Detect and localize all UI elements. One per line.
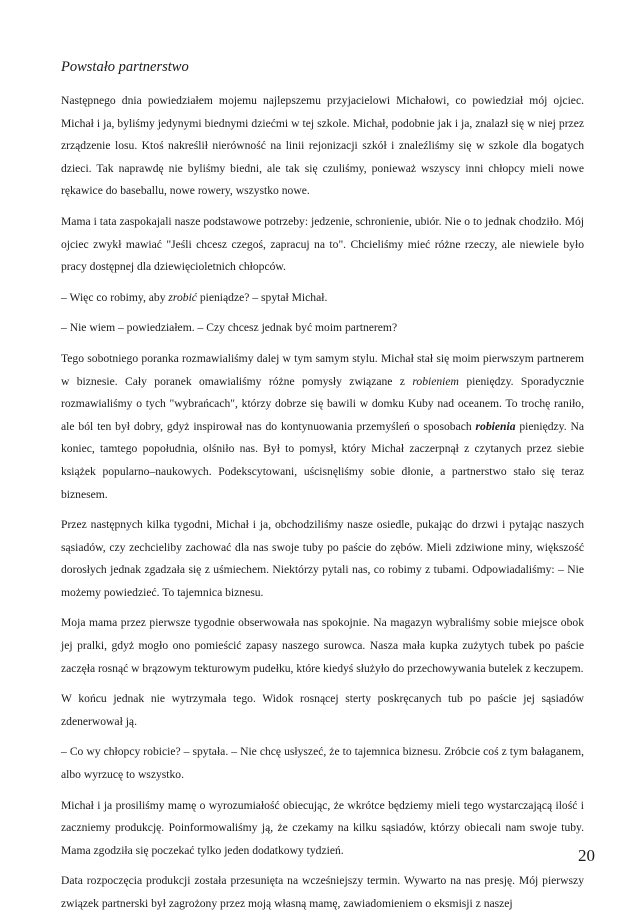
text-run: pieniędzy. Sporadycznie rozmawialiśmy o tych "wybrańcach", którzy dobrze się bawili w domku Kuby nad oceanem. To trochę raniło, ale ból ten był dobry, gdyż inspirował nas do kontynuowania przemyśleń o sposobach (61, 374, 585, 433)
paragraph-4-dialogue: – Nie wiem – powiedziałem. – Czy chcesz jednak być moim partnerem? (61, 321, 398, 335)
paragraph-2: Mama i tata zaspokajali nasze podstawowe potrzeby: jedzenie, schronienie, ubiór. Nie o to jednak chodziło. Mój ojciec zwykł mawiać "Jeśli chcesz czegoś, zapracuj na to". Chcieliśmy mieć różne rzeczy, ale niewiele było pracy dostępnej dla dziewięcioletnich chłopców. (61, 214, 584, 274)
page-number: 20 (578, 846, 595, 865)
paragraph-6: Przez następnych kilka tygodni, Michał i ja, obchodziliśmy nasze osiedle, pukając do drzwi i pytając naszych sąsiadów, czy zechcieliby zachować dla nas swoje tuby po paście do zębów. Mieli zdziwione miny, większość dorosłych jednak zgadzała się z uśmiechem. Niektórzy pytali nas, co robimy z tubami. Odpowiadaliśmy: – Nie możemy powiedzieć. To tajemnica biznesu. (61, 518, 584, 599)
text-run: Tego sobotniego poranka rozmawialiśmy dalej w tym samym stylu. Michał stał się moim pierwszym partnerem w biznesie. Cały poranek omawialiśmy różne pomysły związane z (61, 351, 584, 388)
paragraph-1: Następnego dnia powiedziałem mojemu najlepszemu przyjacielowi Michałowi, co powiedział mój ojciec. Michał i ja, byliśmy jedynymi biednymi dziećmi w tej szkole. Michał, podobnie jak i ja, znalazł się w niej przez zrządzenie losu. Ktoś nakreślił nierówność na linii rejonizacji szkół i znaleźliśmy się w szkole dla bogatych dzieci. Tak naprawdę nie byliśmy biedni, ale tak się czuliśmy, ponieważ wszyscy inni chłopcy mieli nowe rękawice do baseballu, nowe rowery, wszystko nowe. (61, 94, 584, 198)
text-run: – Więc co robimy, aby (61, 290, 169, 304)
section-heading: Powstało partnerstwo (61, 59, 189, 75)
paragraph-9-dialogue: – Co wy chłopcy robicie? – spytała. – Nie chcę usłyszeć, że to tajemnica biznesu. Zróbcie coś z tym bałaganem, albo wyrzucę to wszystko. (61, 745, 584, 782)
paragraph-10: Michał i ja prosiliśmy mamę o wyrozumiałość obiecując, że wkrótce będziemy mieli tego wystarczającą ilość i zaczniemy produkcję. Poinformowaliśmy ją, że czekamy na kilku sąsiadów, którzy obiecali nam swoje tuby. Mama zgodziła się poczekać tylko jeden dodatkowy tydzień. (61, 798, 584, 857)
italic-word: robieniem (412, 374, 459, 388)
paragraph-8: W końcu jednak nie wytrzymała tego. Widok rosnącej sterty poskręcanych tub po paście jej sąsiadów zdenerwował ją. (61, 692, 584, 728)
text-run: pieniędzy. Na koniec, tamtego popołudnia, olśniło nas. Był to pomysł, który Michał zaczerpnął z czytanych przez siebie książek popularno–naukowych. Podekscytowani, uścisnęliśmy sobie dłonie, a partnerstwo stało się teraz biznesem. (61, 419, 584, 501)
paragraph-7: Moja mama przez pierwsze tygodnie obserwowała nas spokojnie. Na magazyn wybraliśmy sobie miejsce obok jej pralki, gdyż mogło ono pomieścić zapasy naszego surowca. Nasza mała kupka zużytych tubek po paście zaczęła rosnąć w brązowym tekturowym pudełku, które kiedyś służyło do przechowywania butelek z keczupem. (61, 616, 584, 675)
paragraph-11: Data rozpoczęcia produkcji została przesunięta na wcześniejszy termin. Wywarto na nas presję. Mój pierwszy związek partnerski był zagrożony przez moją własną mamę, zawiadomieniem o eksmisji z naszej (61, 874, 584, 910)
bold-italic-word: robienia (475, 419, 516, 433)
italic-word: zrobić (168, 290, 197, 304)
document-page (61, 56, 584, 916)
paragraph-5 (61, 348, 584, 506)
paragraph-3-dialogue (61, 287, 584, 310)
text-run: pieniądze? – spytał Michał. (196, 290, 328, 304)
